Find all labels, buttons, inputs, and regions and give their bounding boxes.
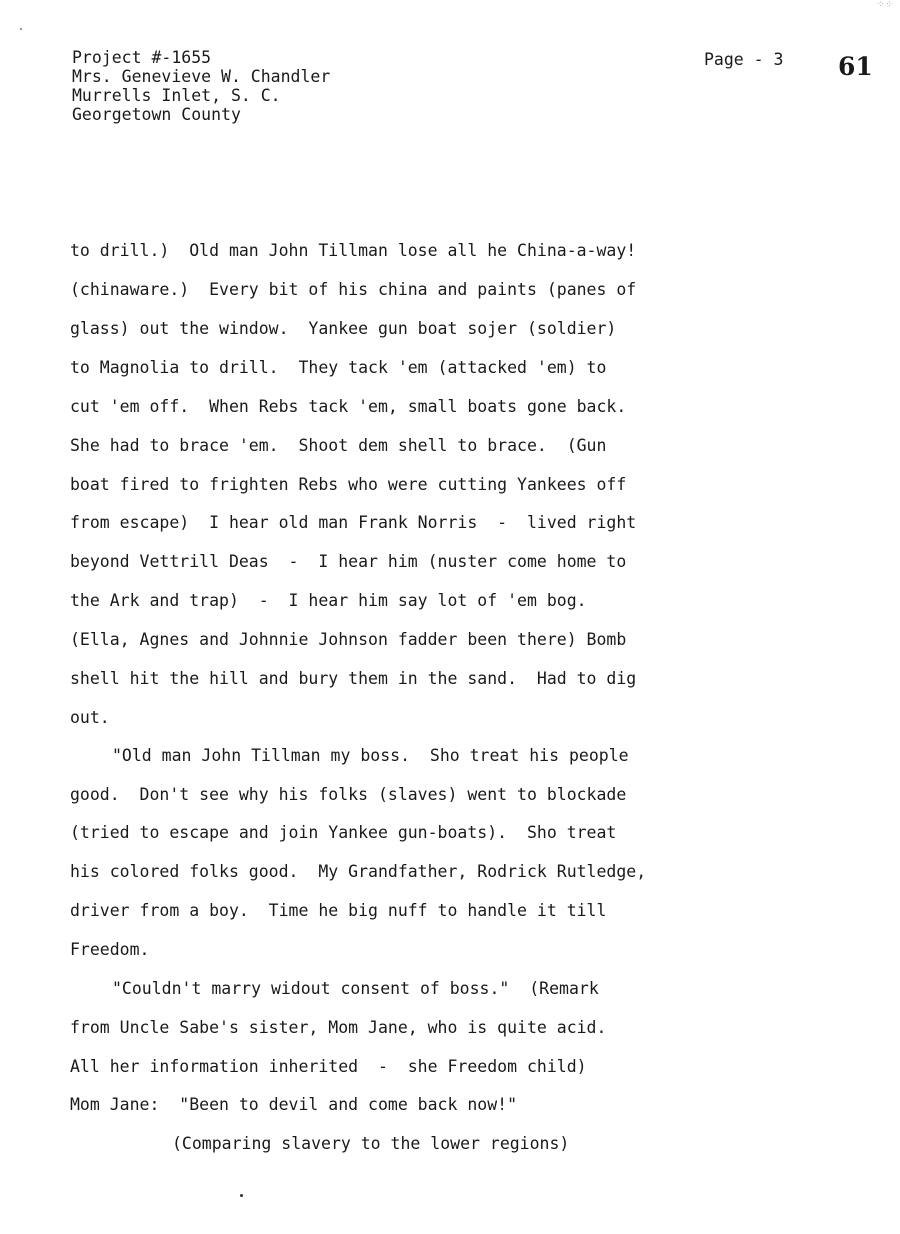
text-line: "Couldn't marry widout consent of boss." (Remark [112,979,599,998]
corner-stamp-mark: ⁘⁘ [876,0,894,10]
text-line: glass) out the window. Yankee gun boat sojer (soldier) [70,319,617,338]
text-line: driver from a boy. Time he big nuff to handle it till [70,901,607,920]
text-line: (Comparing slavery to the lower regions) [172,1134,570,1153]
text-line: out. [70,708,110,727]
text-line: boat fired to frighten Rebs who were cutting Yankees off [70,475,627,494]
author-name: Mrs. Genevieve W. Chandler [72,67,331,86]
text-line: All her information inherited - she Freedom child) [70,1057,587,1076]
text-line: cut 'em off. When Rebs tack 'em, small boats gone back. [70,397,627,416]
ink-speck [20,28,22,30]
text-line: shell hit the hill and bury them in the sand. Had to dig [70,669,637,688]
text-line: his colored folks good. My Grandfather, Rodrick Rutledge, [70,862,647,881]
text-line: from escape) I hear old man Frank Norris - lived right [70,513,637,532]
text-line: to drill.) Old man John Tillman lose all he China-a-way! [70,241,637,260]
location: Murrells Inlet, S. C. [72,86,281,105]
text-line: (Ella, Agnes and Johnnie Johnson fadder been there) Bomb [70,630,627,649]
text-line: the Ark and trap) - I hear him say lot of 'em bog. [70,591,587,610]
project-number: Project #-1655 [72,48,212,67]
county: Georgetown County [72,105,241,124]
text-line: beyond Vettrill Deas - I hear him (nuster come home to [70,552,627,571]
text-line: from Uncle Sabe's sister, Mom Jane, who is quite acid. [70,1018,607,1037]
ink-speck [240,1194,243,1197]
text-line: Mom Jane: "Been to devil and come back now!" [70,1095,518,1114]
text-line: (chinaware.) Every bit of his china and paints (panes of [70,280,637,299]
text-line: to Magnolia to drill. They tack 'em (attacked 'em) to [70,358,607,377]
text-line: "Old man John Tillman my boss. Sho treat his people [112,746,629,765]
text-line: She had to brace 'em. Shoot dem shell to brace. (Gun [70,436,607,455]
page-label: Page - 3 [704,50,784,69]
folio-number: 61 [838,52,873,81]
text-line: good. Don't see why his folks (slaves) went to blockade [70,785,627,804]
text-line: Freedom. [70,940,150,959]
project-header [72,48,330,124]
text-line: (tried to escape and join Yankee gun-boats). Sho treat [70,823,617,842]
